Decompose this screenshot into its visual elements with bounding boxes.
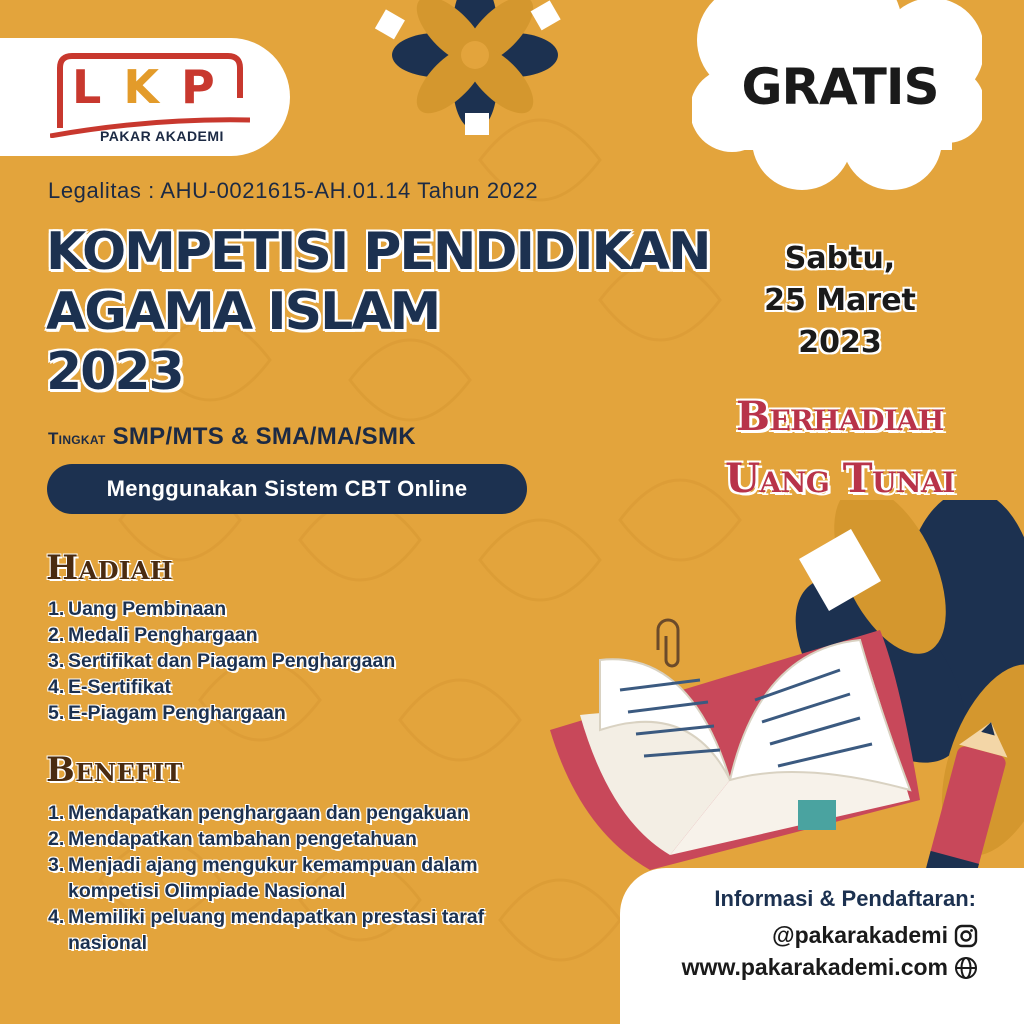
- book-illustration: [540, 500, 1024, 900]
- tingkat-label: Tingkat: [48, 429, 106, 448]
- list-item: 3. Menjadi ajang mengukur kemampuan dalam kompetisi Olimpiade Nasional: [48, 854, 478, 902]
- benefit-list: [48, 800, 568, 956]
- cash-prize-promo: [690, 386, 990, 510]
- tingkat-levels: SMP/MTS & SMA/MA/SMK: [112, 423, 416, 450]
- list-item: 3. Sertifikat dan Piagam Penghargaan: [48, 650, 396, 672]
- list-item: 1. Uang Pembinaan: [48, 598, 227, 620]
- instagram-line[interactable]: [600, 922, 978, 949]
- instagram-handle[interactable]: @pakarakademi: [772, 922, 948, 948]
- hadiah-heading: Hadiah: [46, 548, 174, 588]
- logo-subtitle: PAKAR AKADEMI: [100, 128, 224, 144]
- title-line-3: 2023: [46, 342, 183, 402]
- tingkat-line: [48, 423, 416, 451]
- globe-icon: [954, 956, 978, 980]
- list-item: 1. Mendapatkan penghargaan dan pengakuan: [48, 802, 469, 824]
- promo-line-1: Berhadiah: [736, 393, 944, 440]
- list-item: 4. Memiliki peluang mendapatkan prestasi taraf nasional: [48, 906, 485, 954]
- gratis-badge: GRATIS: [741, 58, 939, 116]
- date-year: 2023: [798, 325, 882, 360]
- date-date: 25 Maret: [764, 283, 916, 318]
- instagram-icon: [954, 924, 978, 948]
- hadiah-list: [48, 596, 395, 726]
- logo-letter-l: L: [72, 60, 104, 114]
- logo-card: [0, 38, 290, 156]
- event-date: [740, 238, 940, 364]
- logo-letter-p: P: [180, 60, 217, 114]
- open-book-icon: [550, 630, 920, 870]
- title-line-2: AGAMA ISLAM: [46, 282, 440, 342]
- promo-line-2: Uang Tunai: [725, 455, 955, 502]
- list-item: 5. E-Piagam Penghargaan: [48, 702, 286, 724]
- list-item: 2. Medali Penghargaan: [48, 624, 258, 646]
- logo-letters: [72, 60, 217, 114]
- website-link[interactable]: www.pakarakademi.com: [681, 954, 948, 980]
- legal-text: Legalitas : AHU-0021615-AH.01.14 Tahun 2022: [48, 178, 539, 203]
- top-flower-ornament: [365, 0, 586, 165]
- list-item: 2. Mendapatkan tambahan pengetahuan: [48, 828, 417, 850]
- list-item: 4. E-Sertifikat: [48, 676, 171, 698]
- paperclip-icon: [658, 620, 678, 666]
- cbt-pill: Menggunakan Sistem CBT Online: [47, 464, 527, 514]
- title-line-1: KOMPETISI PENDIDIKAN: [46, 222, 710, 282]
- logo-letter-k: K: [123, 60, 161, 114]
- date-day: Sabtu,: [784, 241, 896, 276]
- benefit-heading: Benefit: [46, 750, 183, 790]
- page-title: [46, 222, 726, 402]
- website-line[interactable]: [600, 954, 978, 981]
- info-title: Informasi & Pendaftaran:: [714, 886, 976, 911]
